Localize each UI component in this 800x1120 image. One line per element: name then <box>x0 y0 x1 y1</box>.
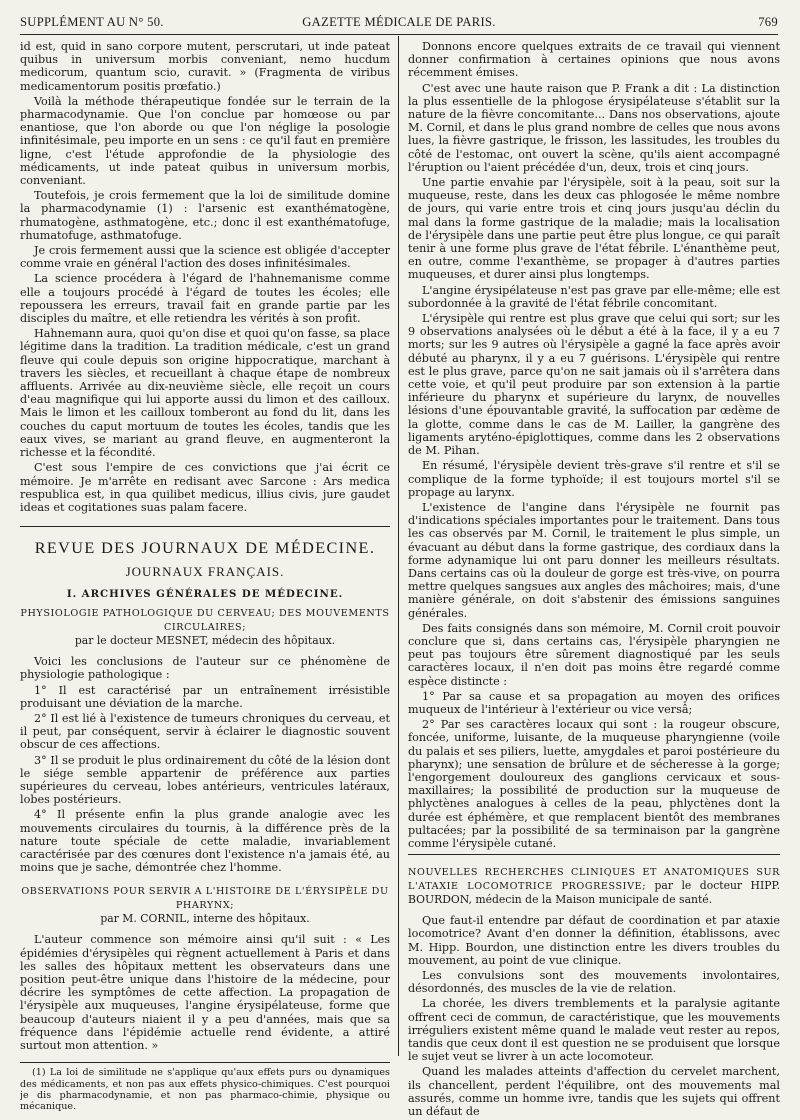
article-byline: par le docteur HIPP. BOURDON, médecin de la Maison municipale de santé. <box>408 879 780 907</box>
section-divider <box>408 854 780 855</box>
page-number: 769 <box>758 15 778 29</box>
paragraph: L'érysipèle qui rentre est plus grave que celui qui sort; sur les 9 observations analysées où le début a été à la face, il y a eu 7 morts; sur les 9 autres où l'érysipèle a gagné la face après avoir débuté au pharynx, il y a eu 7 guérisons. L'érysipèle qui rentre est le plus grave, parce qu'on ne sait jamais où il s'arrêtera dans cette voie, et qu'il peut produire par son extension à la partie inférieure du pharynx et supérieure du larynx, de nouvelles lésions d'une épouvantable gravité, la suffocation par œdème de la glotte, comme dans le cas de M. Lailler, la gangrène des ligaments aryténo-épiglottiques, comme dans les 2 observations de M. Pihan. <box>408 312 780 458</box>
article-title: OBSERVATIONS POUR SERVIR A L'HISTOIRE DE L'ÉRYSIPÈLE DU PHARYNX; <box>21 886 389 912</box>
conclusion-item: 4° Il présente enfin la plus grande analogie avec les mouvements circulaires du tournis, à la différence près de la nature toute spéciale de cette maladie, invariablement caractérisée par des cœnures dont l'existence n'a jamais été, au moins que je sache, démontrée chez l'homme. <box>20 808 390 875</box>
left-column <box>20 40 390 1115</box>
article-title: NOUVELLES RECHERCHES CLINIQUES ET ANATOMIQUES SUR L'ATAXIE LOCOMOTRICE PROGRESSIVE; <box>408 867 780 893</box>
column-divider <box>398 36 399 1056</box>
paragraph: Quand les malades atteints d'affection du cervelet marchent, ils chancellent, perdent l'équilibre, ont des mouvements mal assurés, comme un homme ivre, tandis que les sujets qui offrent un défaut de <box>408 1065 780 1119</box>
paragraph: En résumé, l'érysipèle devient très-grave s'il rentre et s'il se complique de la forme typhoïde; il est toujours mortel s'il se propage au larynx. <box>408 459 780 499</box>
conclusion-item: 1° Il est caractérisé par un entraînement irrésistible produisant une déviation de la marche. <box>20 683 390 710</box>
article-byline: par le docteur MESNET, médecin des hôpitaux. <box>74 634 336 648</box>
article-title: PHYSIOLOGIE PATHOLOGIQUE DU CERVEAU; DES MOUVEMENTS CIRCULAIRES; <box>20 608 390 634</box>
conclusion-item: 2° Il est lié à l'existence de tumeurs chroniques du cerveau, et il peut, par conséquent, servir à éclairer le diagnostic souvent obscur de ces affections. <box>20 711 390 752</box>
revue-title: REVUE DES JOURNAUX DE MÉDECINE. <box>34 539 376 558</box>
paragraph: Toutefois, je crois fermement que la loi de similitude domine la pharmacodynamie (1) : l'arsenic est exanthématogène, rhumatogène, asthmatogène, etc.; donc il est exanthématofuge, rhumatofuge, asthmatofuge. <box>20 189 390 242</box>
paragraph: Des faits consignés dans son mémoire, M. Cornil croit pouvoir conclure que si, dans certains cas, l'érysipèle pharyngien ne peut pas toujours être sûrement diagnostiqué par les seuls caractères locaux, il n'en doit pas moins être regardé comme espèce distincte : <box>408 621 780 688</box>
paragraph: L'angine érysipélateuse n'est pas grave par elle-même; elle est subordonnée à la gravité de l'état fébrile concomitant. <box>408 283 780 310</box>
footnote-divider <box>20 1062 390 1063</box>
article-heading <box>20 884 390 925</box>
paragraph: La chorée, les divers tremblements et la paralysie agitante offrent ceci de commun, de caractéristique, que les mouvements irréguliers existent même quand le malade veut rester au repos, tandis que ceux dont il est question ne se produisent que lorsque le sujet veut se livrer à un acte locomoteur. <box>408 997 780 1064</box>
paragraph: 1° Par sa cause et sa propagation au moyen des orifices muqueux de l'intérieur à l'extérieur ou vice versâ; <box>408 689 780 716</box>
paragraph: Une partie envahie par l'érysipèle, soit à la peau, soit sur la muqueuse, reste, dans les deux cas phlogosée le même nombre de jours, qui varie entre trois et cinq jours jusqu'au déclin du mal dans la forme gastrique de la maladie; mais la localisation de l'érysipèle dans une partie peut être plus longue, ce qui paraît tenir à une forme plus grave de l'état fébrile. L'énanthème peut, en outre, comme l'exanthème, se propager à d'autres parties muqueuses, et durer ainsi plus longtemps. <box>408 176 780 282</box>
article-heading <box>408 865 780 906</box>
running-header <box>20 12 778 35</box>
footnote: (1) La loi de similitude ne s'applique qu'aux effets purs ou dynamiques des médicaments, et non pas aux effets physico-chimiques. C'est pourquoi je dis pharmacodynamie, et non pas pharmaco-chimie, physique ou mécanique. <box>20 1067 390 1113</box>
article-heading <box>20 606 390 647</box>
paragraph: C'est avec une haute raison que P. Frank a dit : La distinction la plus essentielle de la phlogose érysipélateuse s'établit sur la nature de la fièvre concomitante... Dans nos observations, ajoute M. Cornil, et dans le plus grand nombre de celles que nous avons lues, la fièvre gastrique, le frisson, les lassitudes, les troubles du côté de l'estomac, ont ouvert la scène, qu'ils aient accompagné l'éruption ou l'aient précédée d'un, deux, trois et cinq jours. <box>408 81 780 174</box>
header-supplement: SUPPLÉMENT AU N° 50. <box>20 15 164 29</box>
paragraph: L'auteur commence son mémoire ainsi qu'il suit : « Les épidémies d'érysipèles qui règnent actuellement à Paris et dans les salles des hôpitaux mettent les observateurs dans une position peut-être unique dans l'histoire de la médecine, pour décrire les symptômes de cette affection. La propagation de l'érysipèle aux muqueuses, l'angine érysipélateuse, forme que beaucoup d'auteurs niaient il y a peu d'années, mais que sa fréquence dans l'épidémie actuelle rend évidente, a attiré surtout mon attention. » <box>20 933 390 1052</box>
paragraph: La science procédera à l'égard de l'hahnemanisme comme elle a toujours procédé à l'égard de toutes les écoles; elle repoussera les erreurs, travail fait en grande partie par les disciples du maître, et elle retiendra les vérités à son profit. <box>20 272 390 326</box>
paragraph: Voilà la méthode thérapeutique fondée sur le terrain de la pharmacodynamie. Que l'on conclue par homœose ou par enantiose, que l'on aborde ou que l'on néglige la posologie infinitésimale, peu importe en un sens : ce qu'il faut en première ligne, c'est l'étude approfondie de la physiologie des médicaments, ut inde pateat quibus in universum morbis, conveniant. <box>20 94 390 188</box>
paragraph: Que faut-il entendre par défaut de coordination et par ataxie locomotrice? Avant d'en donner la définition, établissons, avec M. Hipp. Bourdon, une distinction entre les divers troubles du mouvement, au point de vue clinique. <box>408 914 780 967</box>
paragraph: C'est sous l'empire de ces convictions que j'ai écrit ce mémoire. Je m'arrête en redisant avec Sarcone : Ars medica respublica est, in qua quilibet medicus, illius civis, jure gaudet ideas et cogitationes suas palam facere. <box>20 461 390 514</box>
paragraph: Je crois fermement aussi que la science est obligée d'accepter comme vraie en général l'action des doses infinitésimales. <box>20 244 390 271</box>
header-journal-title: GAZETTE MÉDICALE DE PARIS. <box>302 15 496 29</box>
conclusion-item: 3° Il se produit le plus ordinairement du côté de la lésion dont le siége semble appartenir de préférence aux parties supérieures du cerveau, lobes antérieurs, ventricules latéraux, lobes postérieurs. <box>20 753 390 807</box>
right-column <box>408 40 780 1120</box>
paragraph: id est, quid in sano corpore mutent, perscrutari, ut inde pateat quibus in universum morbis conveniant, nemo hucdum medicorum, quantum scio, curavit. » (Fragmenta de viribus medicamentorum positis prœfatio.) <box>20 40 390 93</box>
paragraph: Les convulsions sont des mouvements involontaires, désordonnés, des muscles de la vie de relation. <box>408 969 780 996</box>
section-divider <box>20 526 390 527</box>
paragraph: 2° Par ses caractères locaux qui sont : la rougeur obscure, foncée, uniforme, luisante, de la muqueuse pharyngienne (voile du palais et ses piliers, luette, amygdales et paroi postérieure du pharynx); une sensation de brûlure et de sécheresse à la gorge; l'engorgement douloureux des ganglions cervicaux et sous-maxillaires; la possibilité de production sur la muqueuse de phlyctènes analogues à celles de la peau, phlyctènes dont la durée est éphémère, et que remplacent bientôt des membranes pultacées; par la possibilité de sa terminaison par la gangrène comme l'érysipèle cutané. <box>408 718 780 850</box>
section-title: I. ARCHIVES GÉNÉRALES DE MÉDECINE. <box>66 588 344 601</box>
paragraph: Voici les conclusions de l'auteur sur ce phénomène de physiologie pathologique : <box>20 655 390 682</box>
journaux-title: JOURNAUX FRANÇAIS. <box>125 564 285 580</box>
paragraph: L'existence de l'angine dans l'érysipèle ne fournit pas d'indications spéciales importantes pour le traitement. Dans tous les cas observés par M. Cornil, le traitement le plus simple, un évacuant au début dans la forme gastrique, des cordiaux dans la forme adynamique lui ont paru donner les meilleurs résultats. Dans certains cas où la douleur de gorge est très-vive, on pourra mettre quelques sangsues aux angles des mâchoires; mais, d'une manière générale, on doit s'abstenir des émissions sanguines générales. <box>408 500 780 620</box>
paragraph: Donnons encore quelques extraits de ce travail qui viennent donner confirmation à certaines opinions que nous avons récemment émises. <box>408 40 780 80</box>
article-byline: par M. CORNIL, interne des hôpitaux. <box>100 912 310 926</box>
paragraph: Hahnemann aura, quoi qu'on dise et quoi qu'on fasse, sa place légitime dans la tradition. La tradition médicale, c'est un grand fleuve qui coule depuis son origine hippocratique, marchant à travers les siècles, et recueillant à chaque étape de nombreux affluents. Arrivée au dix-neuvième siècle, elle reçoit un cours d'eau magnifique qui lui apporte aussi du limon et des cailloux. Mais le limon et les cailloux tomberont au fond du lit, dans les couches du caput mortuum de toutes les écoles, tandis que les eaux vives, se mariant au grand fleuve, en augmenteront la richesse et la fécondité. <box>20 327 390 460</box>
